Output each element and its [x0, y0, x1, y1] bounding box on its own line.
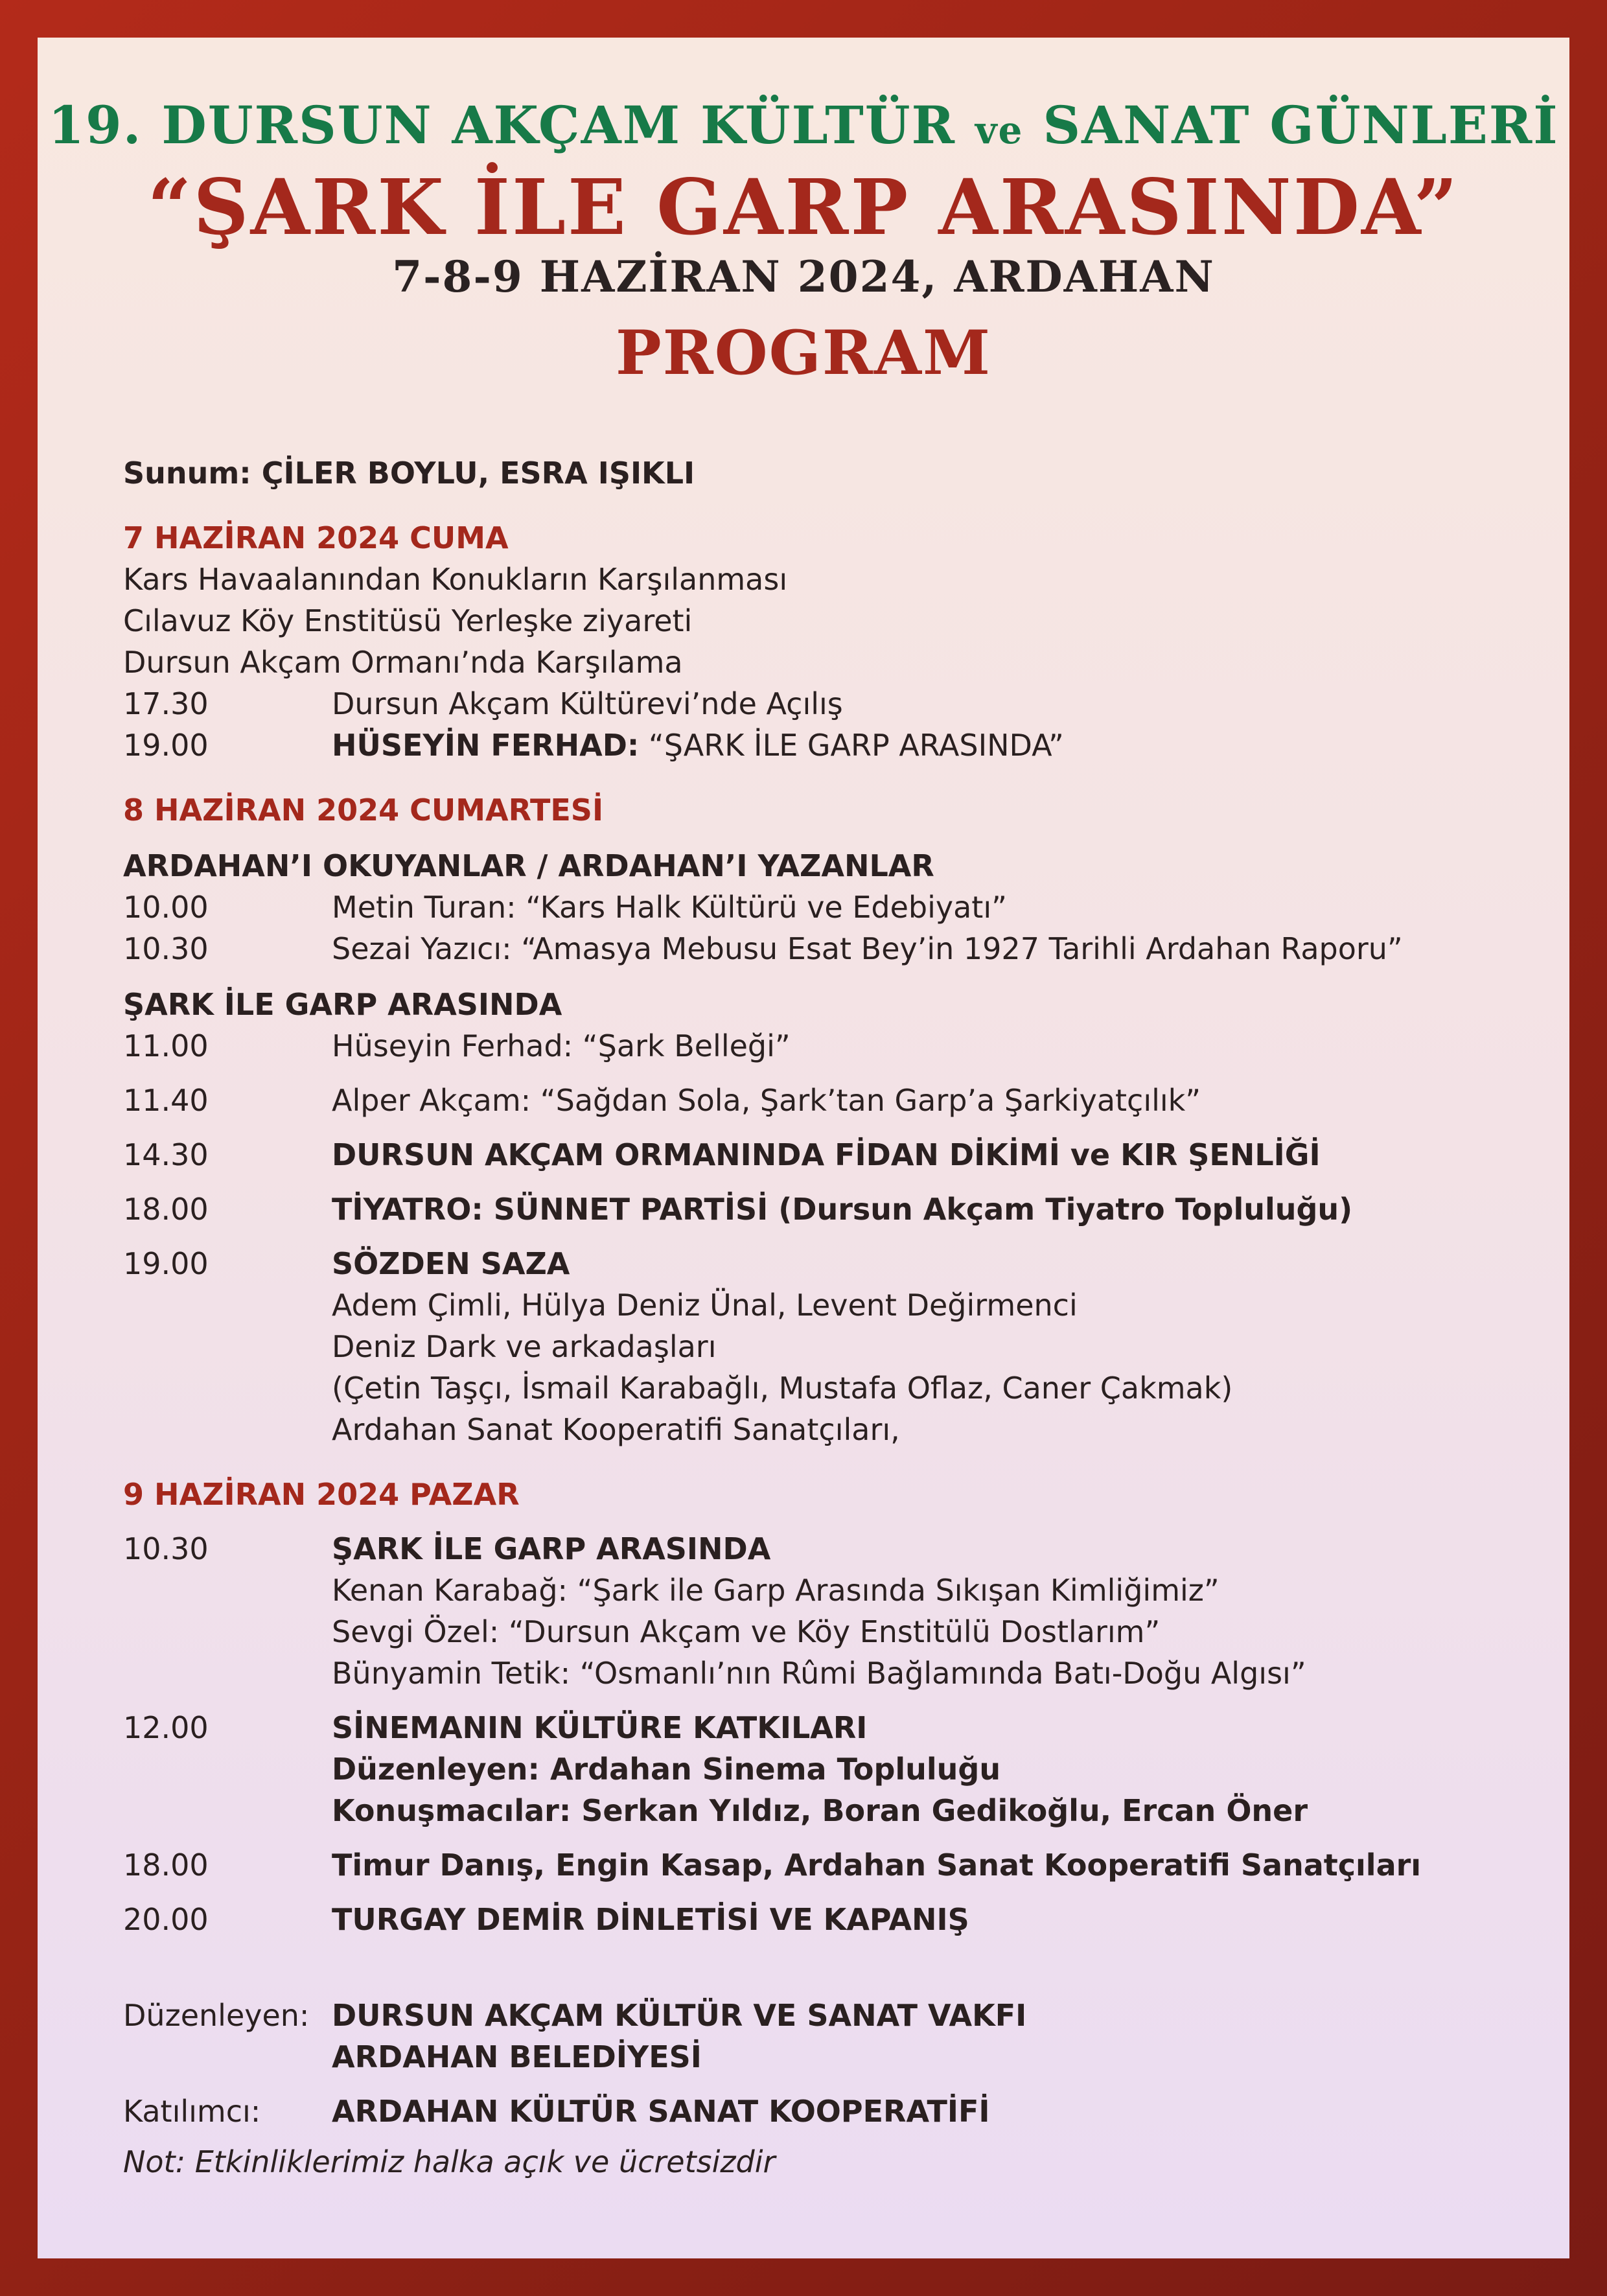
schedule-row — [123, 725, 1516, 766]
schedule-row — [123, 1080, 1516, 1121]
event-title: “ŞARK İLE GARP ARASINDA” — [639, 728, 1064, 763]
event-text: Alper Akçam: “Sağdan Sola, Şark’tan Garp’a Şarkiyatçılık” — [332, 1083, 1201, 1118]
event-detail: Deniz Dark ve arkadaşları — [332, 1329, 717, 1364]
schedule-row — [123, 887, 1516, 928]
event-title: SİNEMANIN KÜLTÜRE KATKILARI — [332, 1710, 868, 1745]
day1-line: Kars Havaalanından Konukların Karşılanması — [123, 562, 788, 597]
presenters-names: ÇİLER BOYLU, ESRA IŞIKLI — [261, 456, 695, 491]
organizer-label: Düzenleyen: — [123, 1998, 310, 2033]
participant-row — [123, 2091, 1516, 2132]
event-time: 11.40 — [123, 1083, 209, 1118]
event-detail: Adem Çimli, Hülya Deniz Ünal, Levent Değirmenci — [332, 1288, 1078, 1323]
event-text: Timur Danış, Engin Kasap, Ardahan Sanat Kooperatifi Sanatçıları — [332, 1848, 1422, 1883]
event-text: Hüseyin Ferhad: “Şark Belleği” — [332, 1028, 791, 1063]
event-time: 14.30 — [123, 1137, 209, 1172]
event-time: 12.00 — [123, 1710, 209, 1745]
organizer-name: DURSUN AKÇAM KÜLTÜR VE SANAT VAKFI — [332, 1998, 1027, 2033]
event-block — [332, 1243, 1516, 1450]
event-time: 10.30 — [123, 1531, 209, 1566]
event-time: 19.00 — [123, 1246, 209, 1281]
event-time: 20.00 — [123, 1902, 209, 1937]
footer-note: Not: Etkinliklerimiz halka açık ve ücretsizdir — [123, 2144, 776, 2179]
event-time: 10.00 — [123, 890, 209, 925]
festival-name — [38, 95, 1569, 156]
day1-heading: 7 HAZİRAN 2024 CUMA — [123, 520, 509, 555]
schedule-row — [123, 1528, 1516, 1694]
event-detail: Kenan Karabağ: “Şark ile Garp Arasında Sıkışan Kimliğimiz” — [332, 1573, 1220, 1608]
poster — [38, 38, 1569, 2258]
session-heading: ŞARK İLE GARP ARASINDA — [123, 987, 562, 1022]
day3-heading: 9 HAZİRAN 2024 PAZAR — [123, 1477, 520, 1512]
event-detail: Ardahan Sanat Kooperatifi Sanatçıları, — [332, 1412, 900, 1447]
event-time: 18.00 — [123, 1192, 209, 1227]
festival-name-b: SANAT GÜNLERİ — [1023, 95, 1559, 156]
event-time: 17.30 — [123, 686, 209, 721]
event-text: DURSUN AKÇAM ORMANINDA FİDAN DİKİMİ ve KIR ŞENLİĞİ — [332, 1137, 1321, 1172]
day1-line: Dursun Akçam Ormanı’nda Karşılama — [123, 645, 683, 680]
schedule-row — [123, 683, 1516, 725]
presenters-label: Sunum: — [123, 456, 251, 491]
event-detail: Konuşmacılar: Serkan Yıldız, Boran Gedikoğlu, Ercan Öner — [332, 1793, 1308, 1828]
schedule-row — [123, 1899, 1516, 1940]
event-text: Sezai Yazıcı: “Amasya Mebusu Esat Bey’in 1927 Tarihli Ardahan Raporu” — [332, 931, 1403, 966]
festival-title: “ŞARK İLE GARP ARASINDA” — [147, 162, 1460, 252]
event-detail: (Çetin Taşçı, İsmail Karabağlı, Mustafa Oflaz, Caner Çakmak) — [332, 1371, 1233, 1406]
program-heading: PROGRAM — [615, 318, 992, 389]
event-speaker: HÜSEYİN FERHAD: — [332, 728, 640, 763]
event-time: 18.00 — [123, 1848, 209, 1883]
presenters — [123, 452, 1516, 494]
festival-name-ve: ve — [975, 108, 1024, 152]
schedule-row — [123, 1707, 1516, 1831]
festival-dates: 7-8-9 HAZİRAN 2024, ARDAHAN — [392, 251, 1215, 302]
event-title: SÖZDEN SAZA — [332, 1246, 570, 1281]
participant-label: Katılımcı: — [123, 2094, 261, 2129]
event-title: ŞARK İLE GARP ARASINDA — [332, 1531, 771, 1566]
event-text: TURGAY DEMİR DİNLETİSİ VE KAPANIŞ — [332, 1902, 969, 1937]
event-text: Metin Turan: “Kars Halk Kültürü ve Edebiyatı” — [332, 890, 1007, 925]
session-heading: ARDAHAN’I OKUYANLAR / ARDAHAN’I YAZANLAR — [123, 848, 934, 883]
event-time: 11.00 — [123, 1028, 209, 1063]
participant-name: ARDAHAN KÜLTÜR SANAT KOOPERATİFİ — [332, 2094, 990, 2129]
event-time: 19.00 — [123, 728, 209, 763]
event-time: 10.30 — [123, 931, 209, 966]
organizer-list — [332, 1995, 1516, 2078]
event-text: Dursun Akçam Kültürevi’nde Açılış — [332, 686, 843, 721]
schedule-row — [123, 1243, 1516, 1450]
organizer-row — [123, 1995, 1516, 2078]
event-detail: Bünyamin Tetik: “Osmanlı’nın Rûmi Bağlamında Batı-Doğu Algısı” — [332, 1656, 1306, 1691]
event-detail: Düzenleyen: Ardahan Sinema Topluluğu — [332, 1752, 1001, 1787]
day1-line: Cılavuz Köy Enstitüsü Yerleşke ziyareti — [123, 603, 693, 638]
day2-heading: 8 HAZİRAN 2024 CUMARTESİ — [123, 793, 604, 828]
schedule-row — [123, 928, 1516, 969]
schedule-row — [123, 1844, 1516, 1886]
event-detail: Sevgi Özel: “Dursun Akçam ve Köy Enstitülü Dostlarım” — [332, 1614, 1161, 1649]
program-content — [123, 452, 1516, 2183]
event-text: TİYATRO: SÜNNET PARTİSİ (Dursun Akçam Tiyatro Topluluğu) — [332, 1192, 1353, 1227]
schedule-row — [123, 1025, 1516, 1067]
schedule-row — [123, 1134, 1516, 1176]
event-text — [332, 725, 1516, 766]
organizer-name: ARDAHAN BELEDİYESİ — [332, 2039, 702, 2074]
event-block — [332, 1528, 1516, 1694]
schedule-row — [123, 1189, 1516, 1230]
festival-name-a: 19. DURSUN AKÇAM KÜLTÜR — [48, 95, 975, 156]
event-block — [332, 1707, 1516, 1831]
